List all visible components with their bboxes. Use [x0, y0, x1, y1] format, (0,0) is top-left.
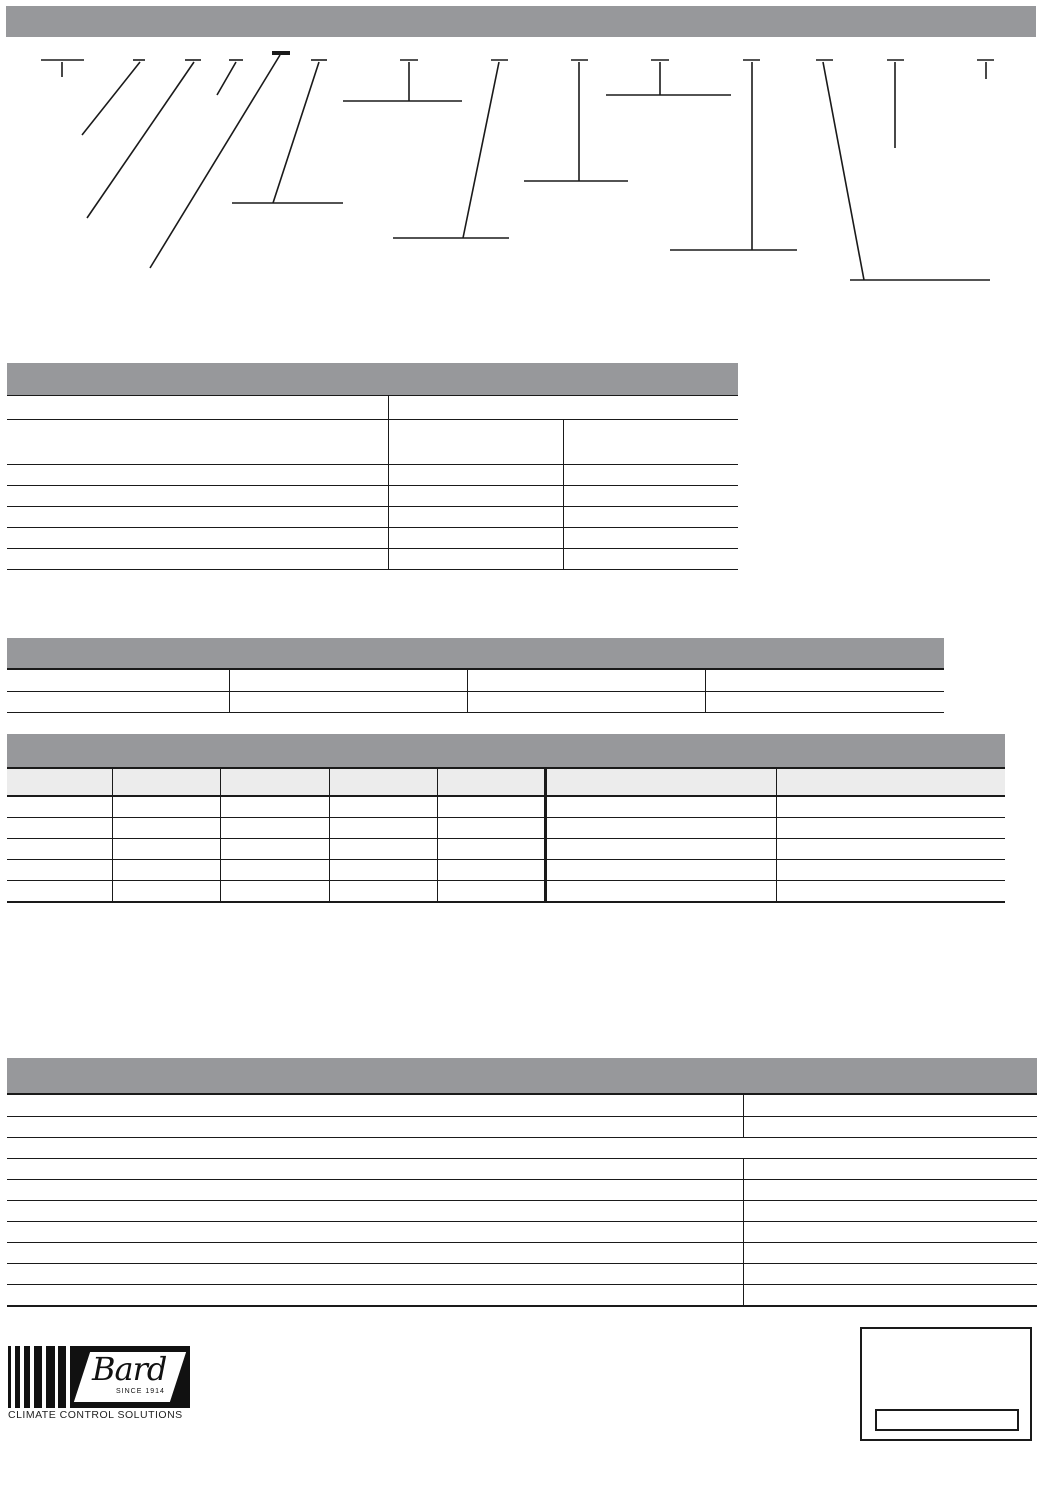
page-header-bar [6, 6, 1036, 37]
table-row [7, 1201, 1037, 1222]
table-cell [7, 465, 388, 486]
table-cell [545, 860, 776, 881]
table-cell [112, 881, 220, 903]
document-number-box [860, 1327, 1032, 1441]
table-row [7, 839, 1005, 860]
table-row [7, 818, 1005, 839]
table-cell [7, 1117, 743, 1138]
table-cell [437, 839, 545, 860]
table4-header-cell [743, 1094, 1037, 1117]
table-cell [776, 860, 1005, 881]
table-cell [229, 692, 467, 713]
table-cell [388, 486, 563, 507]
table2-header-row [7, 669, 944, 692]
table-cell [7, 1222, 743, 1243]
table-cell [388, 465, 563, 486]
table3-header-cell [220, 768, 329, 796]
leader-lines [62, 55, 990, 280]
table2-header-cell [229, 669, 467, 692]
table-row [7, 507, 738, 528]
table-row [7, 549, 738, 570]
table-cell [112, 839, 220, 860]
table3-header-cell [112, 768, 220, 796]
table3-header-cell [545, 768, 776, 796]
table-row [7, 1222, 1037, 1243]
table-cell [7, 860, 112, 881]
table-cell [7, 839, 112, 860]
table-cell [220, 818, 329, 839]
table3-header-cell [7, 768, 112, 796]
table1 [7, 395, 738, 570]
table-cell [437, 860, 545, 881]
table-row [7, 692, 944, 713]
table-row [7, 528, 738, 549]
logo-wordmark-box [70, 1346, 190, 1408]
table-row [7, 1264, 1037, 1285]
logo-stripes [8, 1346, 66, 1408]
table1-header-cell [388, 396, 738, 420]
logo-since: SINCE 1914 [116, 1388, 165, 1395]
table-cell [329, 881, 437, 903]
table-cell [220, 860, 329, 881]
table-cell [7, 1159, 743, 1180]
table-cell [220, 796, 329, 818]
table2-header-cell [467, 669, 705, 692]
table-cell [7, 1243, 743, 1264]
table-cell [563, 549, 738, 570]
table1-header-row [7, 396, 738, 420]
table-row [7, 1138, 1037, 1159]
table-cell [743, 1222, 1037, 1243]
position-dashes [41, 53, 994, 60]
table-cell [7, 692, 229, 713]
table1-header-cell [563, 420, 738, 465]
table-cell [563, 507, 738, 528]
table-cell [7, 818, 112, 839]
logo-tagline: CLIMATE CONTROL SOLUTIONS [8, 1409, 183, 1421]
table-cell [743, 1264, 1037, 1285]
model-nomenclature-diagram [0, 40, 1042, 290]
table1-header-bar [7, 363, 738, 395]
table-cell [437, 818, 545, 839]
table-cell [563, 528, 738, 549]
table-cell [743, 1180, 1037, 1201]
table-cell [112, 796, 220, 818]
table-cell [776, 796, 1005, 818]
table-row [7, 486, 738, 507]
table-cell [545, 881, 776, 903]
table-cell [437, 881, 545, 903]
table-cell [7, 881, 112, 903]
table-cell [545, 818, 776, 839]
table-cell [563, 486, 738, 507]
table-cell [388, 507, 563, 528]
table-cell [563, 465, 738, 486]
table2-header-cell [705, 669, 944, 692]
table-cell [545, 796, 776, 818]
table3-header-cell [329, 768, 437, 796]
table-cell [743, 1201, 1037, 1222]
table4 [7, 1093, 1037, 1307]
table-row [7, 1117, 1037, 1138]
table-row [7, 1285, 1037, 1307]
logo-wordmark: Bard [92, 1350, 167, 1388]
table-cell [329, 796, 437, 818]
table3-header-cell [776, 768, 1005, 796]
table-cell [437, 796, 545, 818]
table-cell [220, 839, 329, 860]
table-cell [7, 486, 388, 507]
table-cell [7, 528, 388, 549]
table-cell [7, 1180, 743, 1201]
table3-header-cell [437, 768, 545, 796]
table-cell [467, 692, 705, 713]
table-cell [776, 839, 1005, 860]
table-cell [388, 549, 563, 570]
table3-header-row [7, 768, 1005, 796]
table-cell [7, 1264, 743, 1285]
table4-header-cell [7, 1094, 743, 1117]
table-row [7, 1243, 1037, 1264]
table-cell [743, 1243, 1037, 1264]
table-cell [705, 692, 944, 713]
table3-header-bar [7, 734, 1005, 767]
table-section-row [7, 1138, 1037, 1159]
table-cell [743, 1285, 1037, 1307]
table1-header-cell [388, 420, 563, 465]
table-cell [776, 881, 1005, 903]
table1-header-cell [7, 396, 388, 420]
table-cell [743, 1117, 1037, 1138]
table-cell [112, 818, 220, 839]
table2 [7, 668, 944, 713]
table-row [7, 1159, 1037, 1180]
table-cell [776, 818, 1005, 839]
table4-header-row [7, 1094, 1037, 1117]
table-row [7, 1180, 1037, 1201]
table4-header-bar [7, 1058, 1037, 1093]
table-cell [220, 881, 329, 903]
table-cell [388, 528, 563, 549]
table-cell [112, 860, 220, 881]
table-cell [329, 860, 437, 881]
table-row [7, 796, 1005, 818]
table3 [7, 767, 1005, 903]
document-number-field [875, 1409, 1019, 1431]
table-cell [743, 1159, 1037, 1180]
table2-header-bar [7, 638, 944, 668]
bard-logo-icon [8, 1346, 192, 1422]
table-row [7, 860, 1005, 881]
table-cell [7, 1285, 743, 1307]
table-cell [7, 507, 388, 528]
table1-subheader-row [7, 420, 738, 465]
table1-header-cell [7, 420, 388, 465]
table2-header-cell [7, 669, 229, 692]
table-cell [7, 796, 112, 818]
table-row [7, 465, 738, 486]
table-cell [7, 1201, 743, 1222]
table-row [7, 881, 1005, 903]
table-cell [329, 839, 437, 860]
table-cell [545, 839, 776, 860]
table-cell [7, 549, 388, 570]
table-cell [329, 818, 437, 839]
